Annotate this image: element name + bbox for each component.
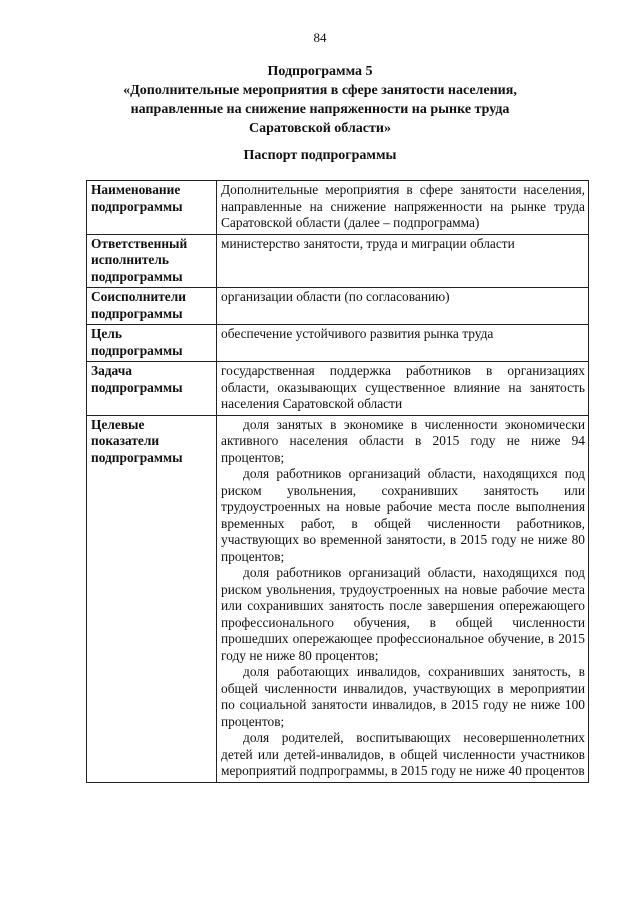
row-value: обеспечение устойчивого развития рынка труда [217, 325, 589, 362]
table-row [87, 415, 589, 782]
row-value: Дополнительные мероприятия в сфере занятости населения, направленные на снижение напряженности на рынке труда Саратовской области (далее – подпрограмма) [217, 181, 589, 235]
row-label: Задача подпрограммы [87, 362, 217, 416]
subprogram-title-line-3: Саратовской области» [249, 121, 391, 136]
indicator-paragraph: доля работающих инвалидов, сохранивших занятость, в общей численности инвалидов, участвующих в мероприятии по социальной занятости инвалидов, в 2015 году не ниже 100 процентов; [221, 664, 585, 729]
table-row [87, 362, 589, 416]
row-label: Соисполнители подпрограммы [87, 288, 217, 325]
row-label: Цель подпрограммы [87, 325, 217, 362]
indicator-paragraph: доля занятых в экономике в численности экономически активного населения области в 2015 году не ниже 94 процентов; [221, 416, 585, 465]
subprogram-number: Подпрограмма 5 [267, 64, 373, 79]
passport-table [86, 180, 589, 783]
row-value: организации области (по согласованию) [217, 288, 589, 325]
indicator-paragraph: доля работников организаций области, находящихся под риском увольнения, сохранивших занятость или трудоустроенных на новые рабочие места после выполнения временных работ, в общей численности работников, участвующих во временной занятости, в 2015 году не ниже 80 процентов; [221, 466, 585, 564]
table-row [87, 234, 589, 288]
indicator-paragraph: доля родителей, воспитывающих несовершеннолетних детей или детей-инвалидов, в общей численности участников мероприятий подпрограммы, в 2015 году не ниже 40 процентов [221, 730, 585, 778]
row-label: Целевые показатели подпрограммы [87, 415, 217, 782]
page-number: 84 [313, 30, 327, 45]
subprogram-title-line-2: направленные на снижение напряженности на рынке труда [130, 102, 510, 117]
row-value: государственная поддержка работников в организациях области, оказывающих существенное влияние на занятость населения Саратовской области [217, 362, 589, 416]
row-value: министерство занятости, труда и миграции области [217, 234, 589, 288]
subprogram-title-line-1: «Дополнительные мероприятия в сфере занятости населения, [123, 83, 517, 98]
document-heading [70, 62, 570, 138]
table-row [87, 288, 589, 325]
passport-title: Паспорт подпрограммы [243, 148, 397, 163]
table-row [87, 325, 589, 362]
row-label: Ответственный исполнитель подпрограммы [87, 234, 217, 288]
indicator-paragraph: доля работников организаций области, находящихся под риском увольнения, трудоустроенных на новые рабочие места или сохранивших занятость после завершения опережающего профессионального обучения, в общей численности прошедших опережающее профессиональное обучение, в 2015 году не ниже 80 процентов; [221, 565, 585, 663]
table-row [87, 181, 589, 235]
target-indicators-cell [217, 415, 589, 782]
row-label: Наименование подпрограммы [87, 181, 217, 235]
